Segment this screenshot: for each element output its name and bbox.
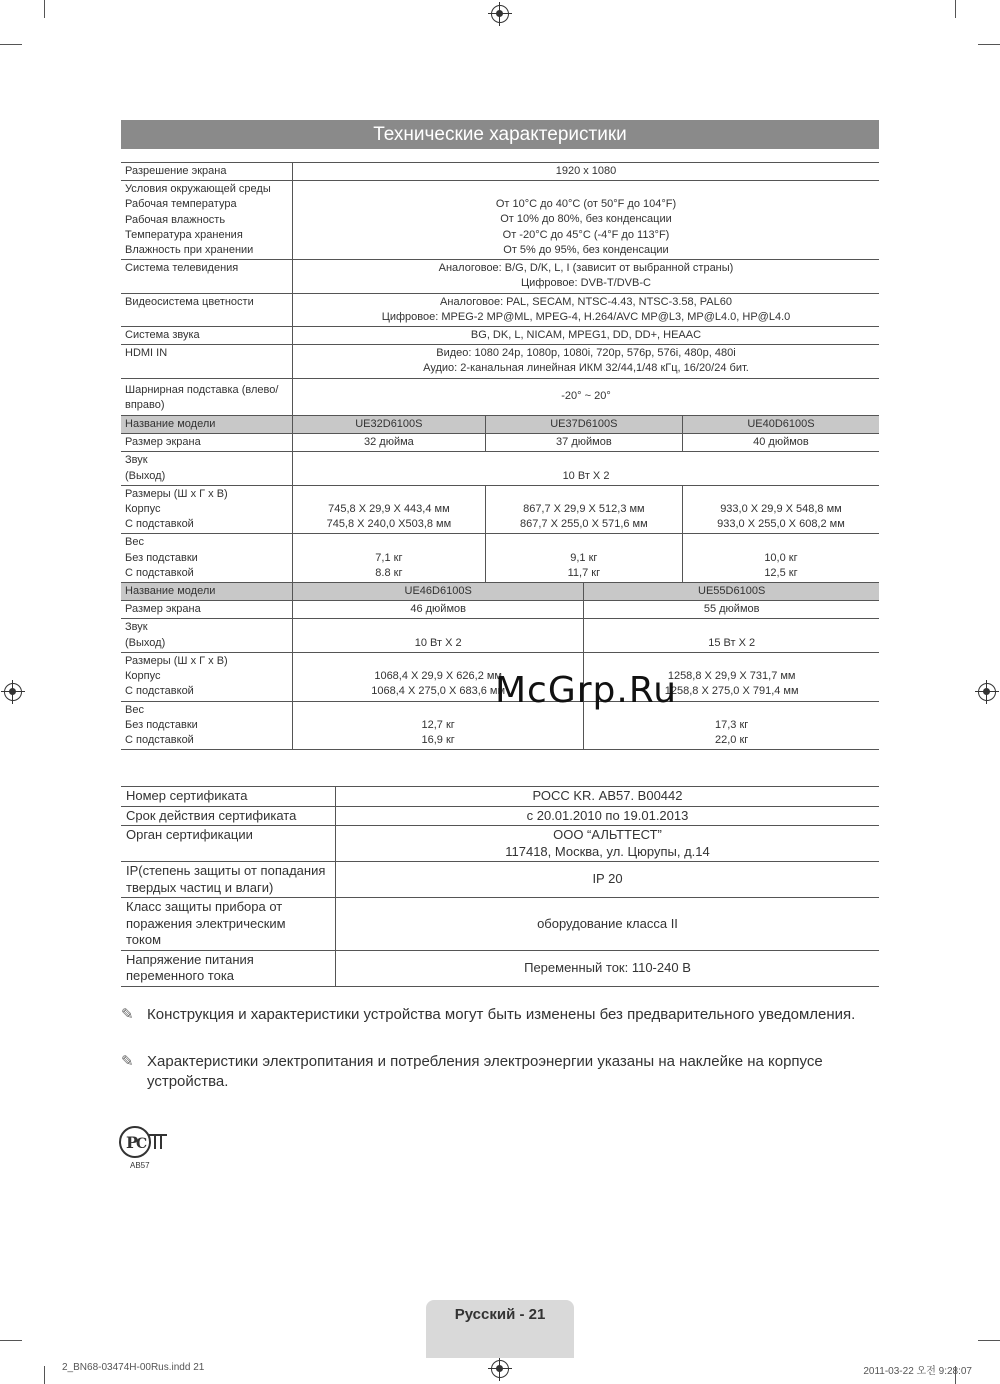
row-label: IP(степень защиты от попадания твердых частиц и влаги) (121, 862, 336, 898)
table-row (121, 293, 879, 326)
cell: 12,7 кг 16,9 кг (293, 701, 584, 750)
crop-mark (978, 44, 1000, 45)
row-label: Размеры (Ш x Г x В) Корпус С подставкой (121, 485, 293, 534)
table-row (121, 601, 879, 619)
crop-mark (955, 0, 956, 18)
row-label: Размеры (Ш x Г x В) Корпус С подставкой (121, 652, 293, 701)
row-value: Аналоговое: B/G, D/K, L, I (зависит от выбранной страны) Цифровое: DVB-T/DVB-C (293, 260, 880, 293)
table-row (121, 826, 879, 862)
cell: 10,0 кг 12,5 кг (682, 534, 879, 583)
cell: 37 дюймов (485, 434, 682, 452)
row-label: Система звука (121, 327, 293, 345)
model-name: UE55D6100S (584, 583, 879, 601)
crop-mark (44, 0, 45, 18)
table-row (121, 787, 879, 807)
cell: 17,3 кг 22,0 кг (584, 701, 879, 750)
svg-text:Р: Р (126, 1133, 139, 1152)
crop-mark (978, 1340, 1000, 1341)
footer-date: 2011-03-22 오전 9:28:07 (863, 1366, 972, 1377)
cell: 10 Вт X 2 (293, 619, 584, 652)
row-label: Разрешение экрана (121, 163, 293, 181)
table-row (121, 583, 879, 601)
row-label: Название модели (121, 416, 293, 434)
row-label: Размер экрана (121, 601, 293, 619)
cell: 40 дюймов (682, 434, 879, 452)
cell: 745,8 X 29,9 X 443,4 мм 745,8 X 240,0 X503,8 мм (293, 485, 486, 534)
row-value: Видео: 1080 24p, 1080p, 1080i, 720p, 576p, 576i, 480p, 480i Аудио: 2-канальная линейная ИКМ 32/44,1/48 кГц, 16/20/24 бит. (293, 345, 880, 378)
cell: 867,7 X 29,9 X 512,3 мм 867,7 X 255,0 X 571,6 мм (485, 485, 682, 534)
table-row (121, 163, 879, 181)
row-label: Название модели (121, 583, 293, 601)
note-text: Характеристики электропитания и потребления электроэнергии указаны на наклейке на корпусе устройства. (147, 1053, 823, 1090)
row-label: Номер сертификата (121, 787, 336, 807)
row-label: Размер экрана (121, 434, 293, 452)
table-row (121, 181, 879, 260)
cell: 9,1 кг 11,7 кг (485, 534, 682, 583)
row-value: РОСС KR. АВ57. В00442 (336, 787, 880, 807)
note (121, 1005, 879, 1025)
page-number: Русский - 21 (454, 1306, 546, 1323)
row-value: От 10°C до 40°C (от 50°F до 104°F) От 10% до 80%, без конденсации От -20°C до 45°C (-4°F до 113°F) От 5% до 95%, без конденсации (293, 181, 880, 260)
row-value: Аналоговое: PAL, SECAM, NTSC-4.43, NTSC-3.58, PAL60 Цифровое: MPEG-2 MP@ML, MPEG-4, H.264/AVC MP@L3, MP@L4.0, HP@L4.0 (293, 293, 880, 326)
watermark: McGrp.Ru (495, 670, 678, 711)
cell: 1068,4 X 29,9 X 626,2 мм 1068,4 X 275,0 X 683,6 мм (293, 652, 584, 701)
row-label: Срок действия сертификата (121, 806, 336, 826)
table-row (121, 619, 879, 652)
table-row (121, 345, 879, 378)
logo-code: AB57 (130, 1161, 150, 1170)
cell: 55 дюймов (584, 601, 879, 619)
model-name: UE40D6100S (682, 416, 879, 434)
table-row (121, 378, 879, 415)
svg-text:С: С (136, 1136, 148, 1152)
registration-mark-icon (978, 683, 996, 701)
certification-logo (119, 1125, 169, 1159)
row-label: Напряжение питания переменного тока (121, 950, 336, 986)
row-label: Видеосистема цветности (121, 293, 293, 326)
row-label: Орган сертификации (121, 826, 336, 862)
row-value: ООО “АЛЬТТЕСТ” 117418, Москва, ул. Цюрупы, д.14 (336, 826, 880, 862)
crop-mark (44, 1366, 45, 1384)
row-label: Шарнирная подставка (влево/ вправо) (121, 378, 293, 415)
row-value: -20° ~ 20° (293, 378, 880, 415)
crop-mark (0, 1340, 22, 1341)
cell: 46 дюймов (293, 601, 584, 619)
table-row (121, 452, 879, 485)
spec-table (121, 162, 879, 750)
model-name: UE32D6100S (293, 416, 486, 434)
table-row (121, 485, 879, 534)
cell: 32 дюйма (293, 434, 486, 452)
cell: 15 Вт X 2 (584, 619, 879, 652)
row-value: с 20.01.2010 по 19.01.2013 (336, 806, 880, 826)
row-value: IP 20 (336, 862, 880, 898)
table-row (121, 434, 879, 452)
page-title: Технические характеристики (121, 120, 879, 149)
row-value: 1920 x 1080 (293, 163, 880, 181)
table-row (121, 950, 879, 986)
registration-mark-icon (4, 683, 22, 701)
table-row (121, 534, 879, 583)
row-label: Вес Без подставки С подставкой (121, 701, 293, 750)
row-label: Звук (Выход) (121, 619, 293, 652)
registration-mark-icon (491, 1360, 509, 1378)
row-label: Вес Без подставки С подставкой (121, 534, 293, 583)
row-label: Система телевидения (121, 260, 293, 293)
row-label: HDMI IN (121, 345, 293, 378)
certificate-table (121, 786, 879, 987)
cell: 933,0 X 29,9 X 548,8 мм 933,0 X 255,0 X 608,2 мм (682, 485, 879, 534)
table-row (121, 862, 879, 898)
row-label: Класс защиты прибора от поражения электрическим током (121, 898, 336, 951)
table-row (121, 327, 879, 345)
crop-mark (0, 44, 22, 45)
row-value: BG, DK, L, NICAM, MPEG1, DD, DD+, HEAAC (293, 327, 880, 345)
note (121, 1052, 879, 1092)
registration-mark-icon (491, 5, 509, 23)
pencil-icon: ✎ (121, 1006, 134, 1023)
table-row (121, 260, 879, 293)
table-row (121, 898, 879, 951)
row-value: оборудование класса II (336, 898, 880, 951)
cell: 7,1 кг 8.8 кг (293, 534, 486, 583)
footer-file: 2_BN68-03474H-00Rus.indd 21 (62, 1362, 205, 1373)
table-row (121, 416, 879, 434)
note-text: Конструкция и характеристики устройства могут быть изменены без предварительного уведомления. (147, 1006, 856, 1023)
cell: 10 Вт X 2 (293, 452, 880, 485)
pencil-icon: ✎ (121, 1053, 134, 1070)
row-value: Переменный ток: 110-240 В (336, 950, 880, 986)
row-label: Условия окружающей среды Рабочая температура Рабочая влажность Температура хранения Влажность при хранении (121, 181, 293, 260)
cell: 1258,8 X 29,9 X 731,7 мм 1258,8 X 275,0 X 791,4 мм (584, 652, 879, 701)
model-name: UE46D6100S (293, 583, 584, 601)
table-row (121, 806, 879, 826)
row-label: Звук (Выход) (121, 452, 293, 485)
model-name: UE37D6100S (485, 416, 682, 434)
